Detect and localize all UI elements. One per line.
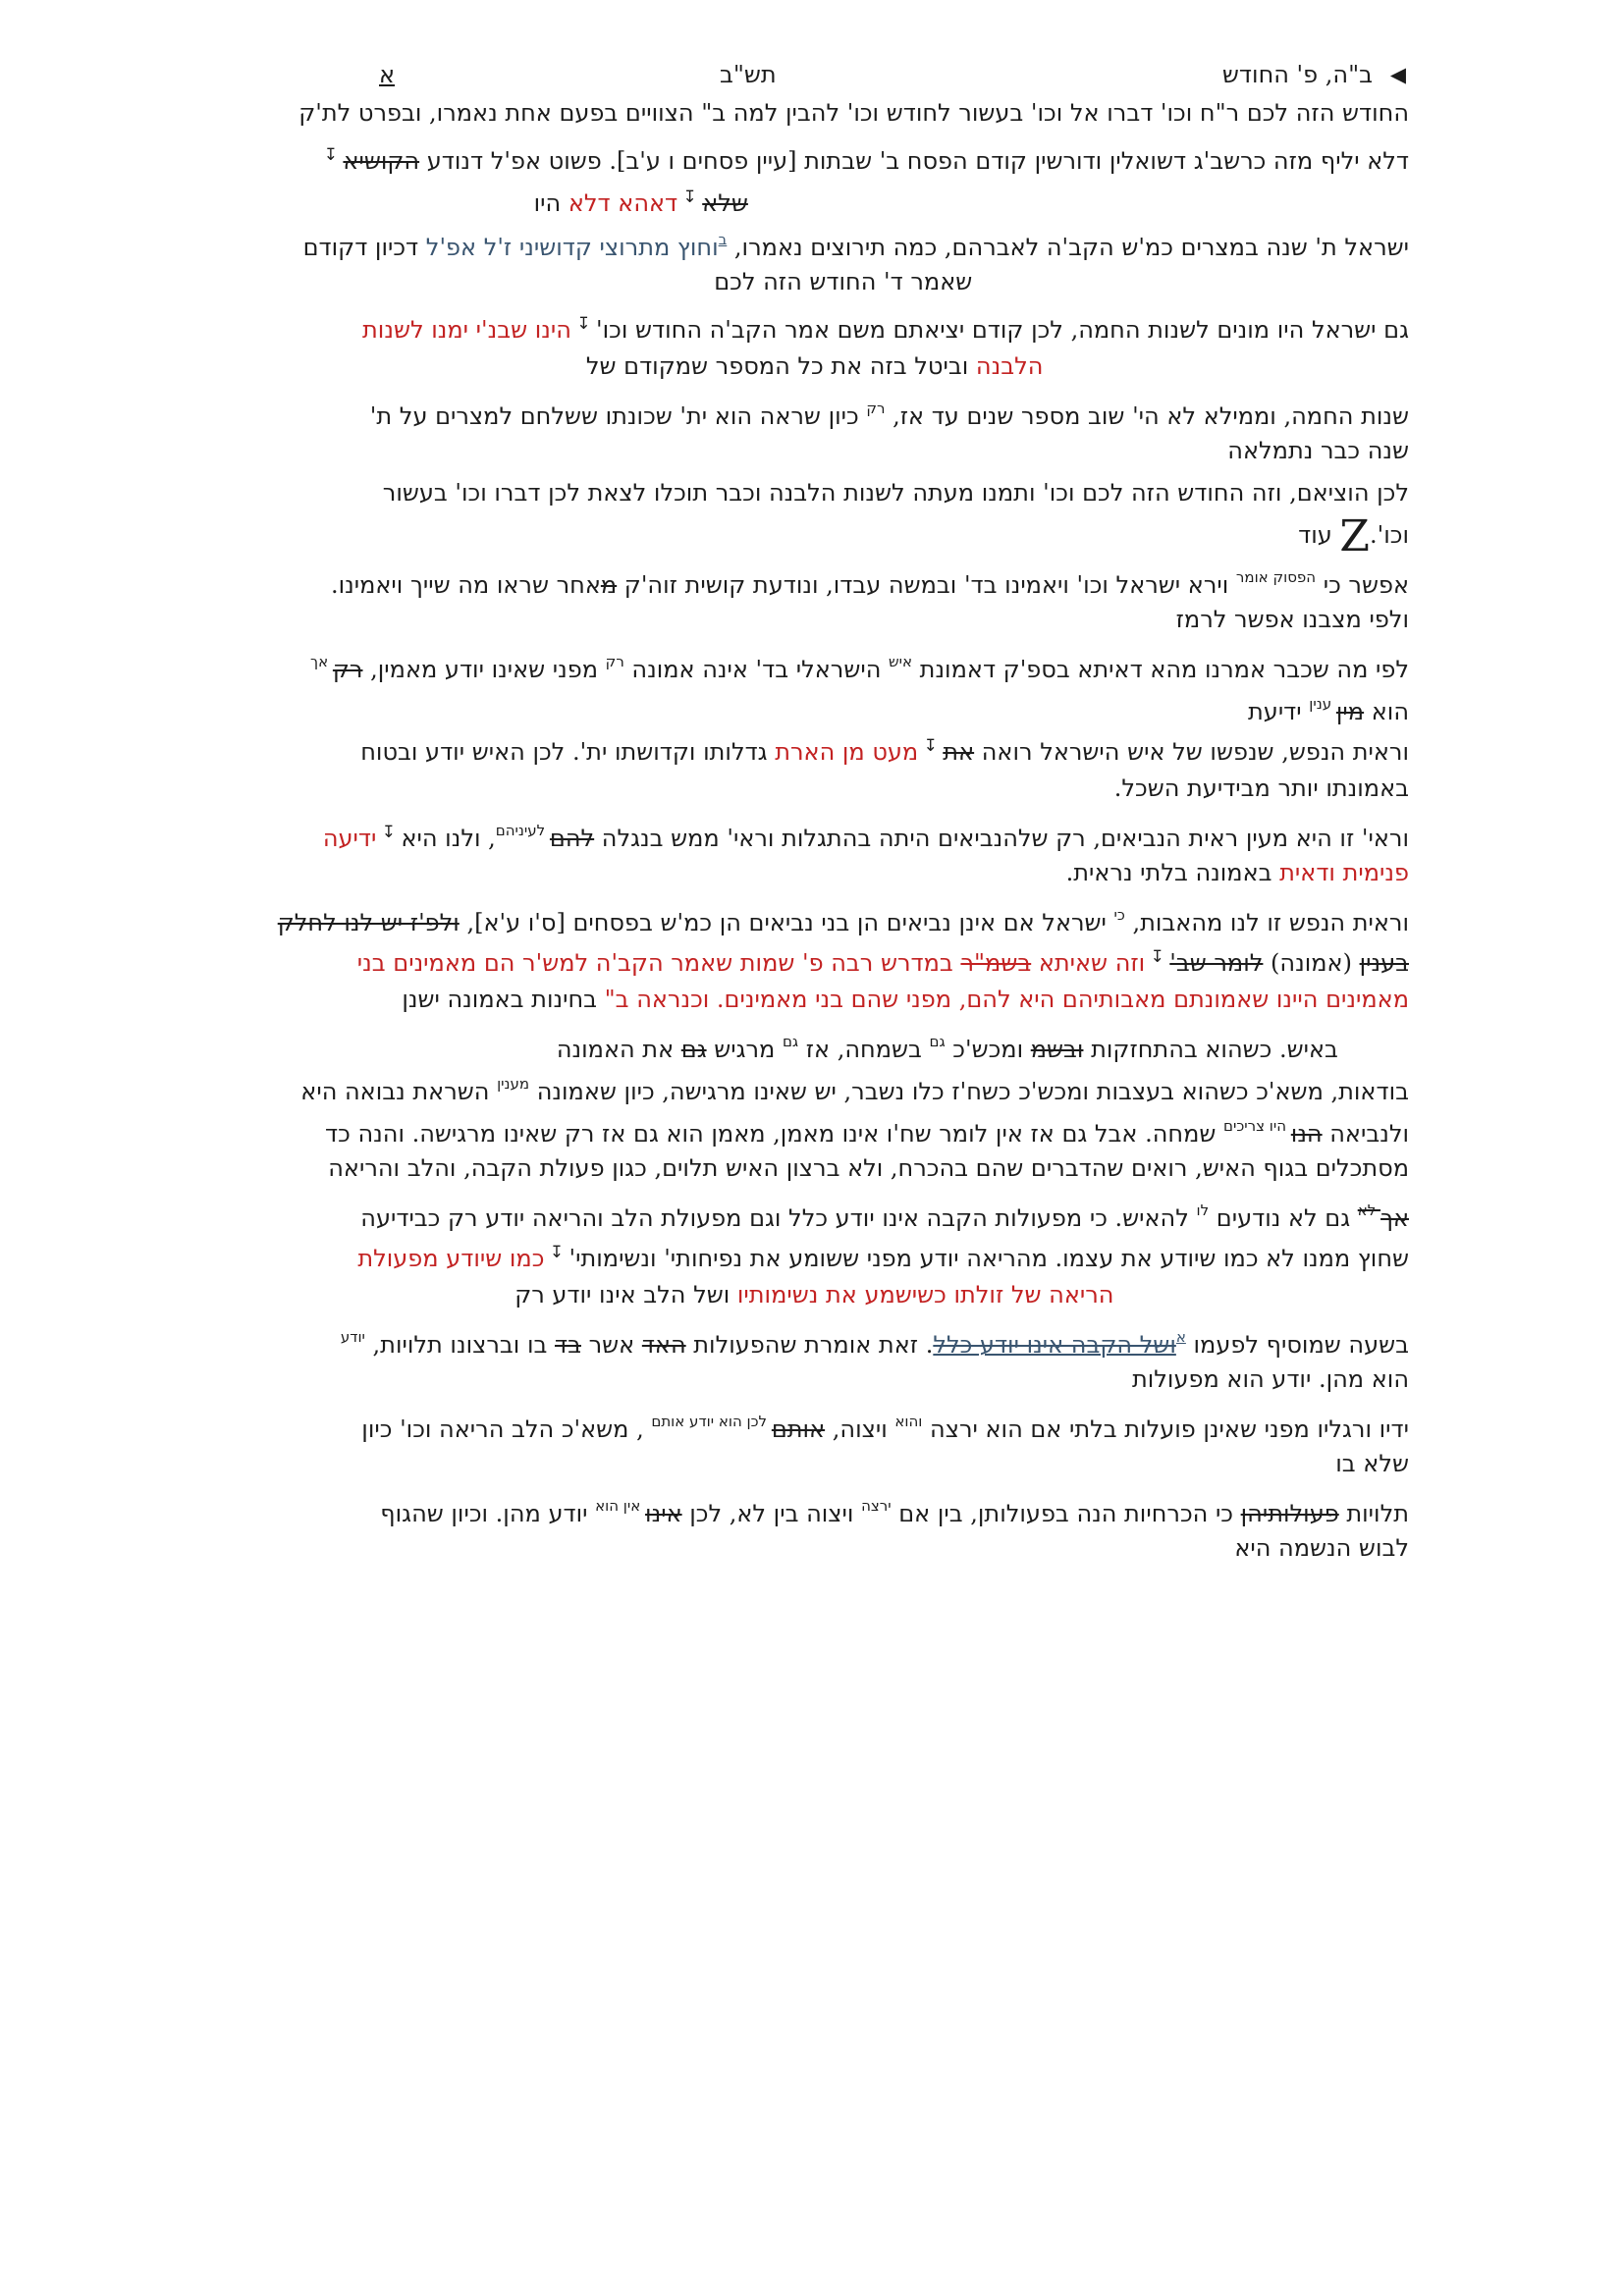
struck-text: הקושיא	[343, 147, 420, 175]
text-segment: שחוץ ממנו לא כמו שיודע את עצמו. מהריאה יודע מפני ששומע את נפיחותי' ונשימותי'	[568, 1245, 1409, 1272]
text-segment: וכו'.	[1370, 521, 1409, 549]
text-segment: השראת נבואה היא	[300, 1078, 498, 1105]
struck-red-text: בשמ"ר	[960, 949, 1032, 977]
text-line	[229, 979, 1409, 1021]
text-line	[229, 641, 1409, 683]
text-line	[229, 1443, 1409, 1485]
text-segment: בשמחה, אז	[798, 1036, 930, 1063]
text-segment: ולנביאה	[1322, 1120, 1409, 1148]
struck-text: ולפ'ז יש לנו לחלק	[277, 909, 460, 936]
text-segment: שנה כבר נתמלאה	[1227, 437, 1409, 464]
text-segment: שלא בו	[1335, 1450, 1409, 1477]
text-line	[229, 346, 1409, 388]
text-segment: ישראל אם אינן נביאים הן בני נביאים הן כמ'ש בפסחים [ס'ו ע'א],	[459, 909, 1114, 936]
text-line	[229, 261, 1409, 303]
text-segment: . זאת אומרת שהפעולות	[685, 1331, 934, 1359]
text-line	[229, 852, 1409, 894]
struck-text: ובשמ	[1030, 1036, 1084, 1063]
text-segment: וראית הנפש זו לנו מהאבות,	[1124, 909, 1409, 936]
blue-annotation-text: וחוץ מתרוצי קדושיני ז'ל אפ'ל	[425, 234, 719, 261]
struck-text: את	[943, 738, 975, 766]
superscript-insertion: היו צריכים	[1223, 1117, 1291, 1135]
text-segment: וראית הנפש, שנפשו של איש הישראל רואה	[974, 738, 1409, 766]
text-line	[229, 599, 1409, 641]
text-line	[229, 1021, 1409, 1063]
insertion-arrow-icon: ↧	[323, 145, 344, 165]
text-segment: בשעה שמוסיף לפעמו	[1185, 1331, 1409, 1359]
red-insertion-text: מעט מן הארת	[775, 738, 919, 766]
text-segment: דלא יליף מזה כרשב'ג דשואלין ודורשין קודם הפסח ב' שבתות [עיין פסחים ו ע'ב]. פשוט אפ'ל דנודע	[419, 147, 1409, 175]
insertion-arrow-icon: ↧	[677, 187, 703, 207]
text-segment: ויצוה,	[825, 1415, 895, 1443]
struck-text: בד	[554, 1331, 581, 1359]
text-segment: להאיש. כי מפעולות הקבה אינו יודע כלל וגם מפעולת הלב והריאה יודע רק כבידיעה	[360, 1204, 1197, 1232]
z-mark: Z	[1339, 511, 1370, 561]
superscript-insertion: לו	[1196, 1201, 1210, 1219]
superscript-insertion: מענין	[497, 1075, 530, 1093]
struck-text: אינו	[645, 1500, 682, 1527]
text-segment: בחינות באמונה ישנן	[402, 986, 598, 1013]
text-segment: מסתכלים בגוף האיש, רואים שהדברים שהם בהכרח, ולא ברצון האיש תלוים, כגון פעולת הקבה, והלב והריאה	[328, 1154, 1409, 1182]
red-insertion-text: כמו שיודע מפעולת	[357, 1245, 545, 1272]
text-line	[229, 430, 1409, 472]
red-insertion-text: הריאה של זולתו כשישמע את נשימותיו	[736, 1281, 1114, 1308]
superscript-insertion: הפסוק אומר	[1235, 568, 1317, 586]
text-segment: ולפי מצבנו אפשר לרמז	[1175, 606, 1409, 633]
text-line	[229, 1274, 1409, 1316]
text-line	[229, 1485, 1409, 1527]
insertion-arrow-icon: ↧	[570, 314, 596, 334]
struck-text: אך	[1380, 1204, 1409, 1232]
struck-superscript: לא	[1357, 1201, 1381, 1219]
struck-text: בענין	[1359, 949, 1409, 977]
text-segment: באמונתו יותר מבידיעת השכל.	[1113, 774, 1409, 802]
text-line	[229, 1401, 1409, 1443]
text-segment: הישראלי בד' אינה אמונה	[623, 656, 890, 683]
triangle-marker-icon: ◀	[1389, 63, 1406, 86]
text-line	[229, 1063, 1409, 1105]
text-segment: יודע מהן. וכיון שהגוף	[380, 1500, 596, 1527]
blue-superscript-reference: א	[1175, 1328, 1186, 1346]
text-segment: אשר	[580, 1331, 642, 1359]
text-segment: ושל הלב אינו יודע רק	[514, 1281, 737, 1308]
text-segment: מרגיש	[706, 1036, 783, 1063]
text-segment: לכן הוציאם, וזה החודש הזה לכם וכו' ותמנו מעתה לשנות הלבנה וכבר תוכלו לצאת לכן דברו וכו' בעשור	[382, 479, 1409, 507]
text-segment: גם ישראל היו מונים לשנות החמה, לכן קודם יציאתם משם אמר הקב'ה החודש וכו'	[596, 316, 1409, 344]
text-line	[229, 1148, 1409, 1190]
text-segment: וראי' זו היא מעין ראית הנביאים, רק שלהנביאים היתה בהתגלות וראי' ממש בנגלה	[594, 825, 1409, 852]
text-segment: בודאות, משא'כ כשהוא בעצבות ומכש'כ כשח'ז כלו נשבר, יש שאינו מרגישה, כיון שאמונה	[529, 1078, 1409, 1105]
text-segment: הוא	[1364, 698, 1409, 725]
text-segment: את האמונה	[556, 1036, 681, 1063]
insertion-arrow-icon: ↧	[918, 736, 944, 756]
text-segment: וביטל בזה את כל המספר שמקודם של	[585, 352, 976, 380]
text-line	[229, 472, 1409, 514]
red-insertion-text: הינו שבנ'י ימנו לשנות	[362, 316, 571, 344]
text-segment: החודש הזה לכם ר"ח וכו' דברו אל וכו' בעשור לחודש וכו' להבין למה ב" הצוויים בפעם אחת נאמרו, ובפרט לת'ק	[298, 99, 1409, 127]
red-insertion-text: הלבנה	[975, 352, 1044, 380]
text-segment: בו וברצונו תלויות,	[364, 1331, 555, 1359]
text-segment: באמונה בלתי נראית.	[1065, 859, 1280, 886]
text-segment: ידיעת	[1248, 698, 1310, 725]
text-segment: מפני שאינו יודע מאמין,	[362, 656, 606, 683]
superscript-insertion: יודע	[340, 1328, 365, 1346]
text-line	[229, 1190, 1409, 1232]
superscript-insertion: רק	[866, 400, 886, 417]
text-segment: שנות החמה, וממילא לא הי' שוב מספר שנים עד אז,	[885, 402, 1409, 430]
red-insertion-text: מאמינים היינו שאמונתם מאבותיהם היא להם, מפני שהם בני מאמינים. וכנראה ב"	[597, 986, 1409, 1013]
text-segment: אפשר כי	[1316, 571, 1409, 599]
struck-text: גם	[680, 1036, 707, 1063]
text-segment: ומכש'כ	[945, 1036, 1031, 1063]
text-segment: לפי מה שכבר אמרנו מהא דאיתא בספ'ק דאמונת	[912, 656, 1409, 683]
text-line	[229, 219, 1409, 261]
red-insertion-text: דאהא דלא	[568, 189, 678, 217]
text-segment: שמחה. אבל גם אז אין לומר שח'ו אינו מאמן, מאמן הוא גם אז רק שאינו מרגישה. והנה כד	[325, 1120, 1224, 1148]
red-insertion-text: ידיעה	[322, 825, 377, 852]
struck-text: להם	[549, 825, 595, 852]
superscript-insertion: רק	[605, 653, 624, 670]
text-segment: , משא'כ הלב הריאה וכו' כיון	[361, 1415, 652, 1443]
insertion-arrow-icon: ↧	[1145, 947, 1170, 967]
text-line	[229, 1527, 1409, 1570]
superscript-insertion: אך	[310, 653, 333, 670]
text-segment: תלויות	[1338, 1500, 1409, 1527]
struck-text: אותם	[771, 1415, 826, 1443]
text-segment: גם לא נודעים	[1209, 1204, 1358, 1232]
superscript-insertion: גם	[782, 1033, 799, 1050]
text-line	[229, 388, 1409, 430]
text-line	[229, 936, 1409, 979]
text-line	[229, 768, 1409, 810]
text-segment: כיון שראה הוא ית' שכונתו ששלחם למצרים על ת'	[369, 402, 867, 430]
struck-text: הנו	[1290, 1120, 1323, 1148]
struck-text: האד	[641, 1331, 686, 1359]
text-line	[229, 894, 1409, 936]
text-segment: (אמונה)	[1263, 949, 1360, 977]
text-line	[229, 557, 1409, 599]
document-title: ב"ה, פ' החודש	[1221, 61, 1373, 88]
struck-blue-text: ושל הקבה אינו יודע כלל	[933, 1331, 1176, 1359]
text-line	[229, 511, 1409, 561]
text-line	[229, 1359, 1409, 1401]
text-line	[229, 177, 1409, 219]
superscript-insertion: גם	[929, 1033, 946, 1050]
struck-text: מין	[1335, 698, 1365, 725]
blue-superscript-reference: ב	[718, 231, 728, 248]
text-segment: , ולנו היא	[401, 825, 496, 852]
text-segment: לבוש הנשמה היא	[1234, 1534, 1409, 1562]
struck-text: רק	[332, 656, 363, 683]
text-line	[229, 683, 1409, 725]
text-segment: עוד	[1298, 521, 1340, 549]
text-segment: דכיון דקודם	[302, 234, 426, 261]
superscript-insertion: לכן הוא יודע אותם	[651, 1413, 772, 1430]
text-line	[229, 134, 1409, 177]
struck-text: מ	[600, 571, 618, 599]
struck-text: שלא	[702, 189, 748, 217]
text-segment: ויצוה בין לא, לכן	[681, 1500, 862, 1527]
struck-text: פעולותיהן	[1240, 1500, 1339, 1527]
text-segment: ישראל ת' שנה במצרים כמ'ש הקב'ה לאברהם, כמה תירוצים נאמרו,	[727, 234, 1409, 261]
superscript-insertion: והוא	[894, 1413, 923, 1430]
superscript-insertion: לעיניהם	[495, 822, 550, 839]
text-line	[229, 1316, 1409, 1359]
text-segment: היו	[533, 189, 568, 217]
superscript-insertion: ענין	[1309, 695, 1336, 713]
text-segment: אחר שראו מה שייך ויאמינו.	[330, 571, 601, 599]
text-segment: באיש. כשהוא בהתחזקות	[1083, 1036, 1338, 1063]
superscript-insertion: אין הוא	[595, 1497, 646, 1515]
text-line	[229, 92, 1409, 134]
text-segment: כי הכרחיות הנה בפעולותן, בין אם	[891, 1500, 1241, 1527]
red-insertion-text: וזה שאיתא	[1031, 949, 1146, 977]
text-segment: גדלותו וקדושתו ית'. לכן האיש יודע ובטוח	[360, 738, 776, 766]
text-line	[229, 1232, 1409, 1274]
red-insertion-text: במדרש רבה פ' שמות שאמר הקב'ה למש'ר הם מאמינים בני	[356, 949, 961, 977]
insertion-arrow-icon: ↧	[544, 1243, 569, 1262]
struck-text: לומר שב'	[1169, 949, 1264, 977]
superscript-insertion: ירצה	[861, 1497, 892, 1515]
superscript-insertion: איש	[889, 653, 913, 670]
text-segment: ידיו ורגליו מפני שאינן פועלות בלתי אם הוא ירצה	[922, 1415, 1409, 1443]
page-number-letter: א	[379, 61, 396, 88]
year-label: תש"ב	[720, 61, 777, 88]
insertion-arrow-icon: ↧	[376, 823, 402, 842]
text-line	[229, 725, 1409, 768]
text-segment: שאמר ד' החודש הזה לכם	[714, 268, 973, 295]
text-line	[229, 303, 1409, 346]
text-segment: הוא מהן. יודע הוא מפעולות	[1131, 1365, 1409, 1393]
text-segment: וירא ישראל וכו' ויאמינו בד' ובמשה עבדו, ונודעת קושית זוה'ק	[617, 571, 1236, 599]
red-insertion-text: פנימית ודאית	[1279, 859, 1409, 886]
superscript-insertion: כי	[1113, 906, 1125, 924]
document-body	[229, 92, 1409, 1570]
text-line	[229, 810, 1409, 852]
text-line	[229, 1105, 1409, 1148]
